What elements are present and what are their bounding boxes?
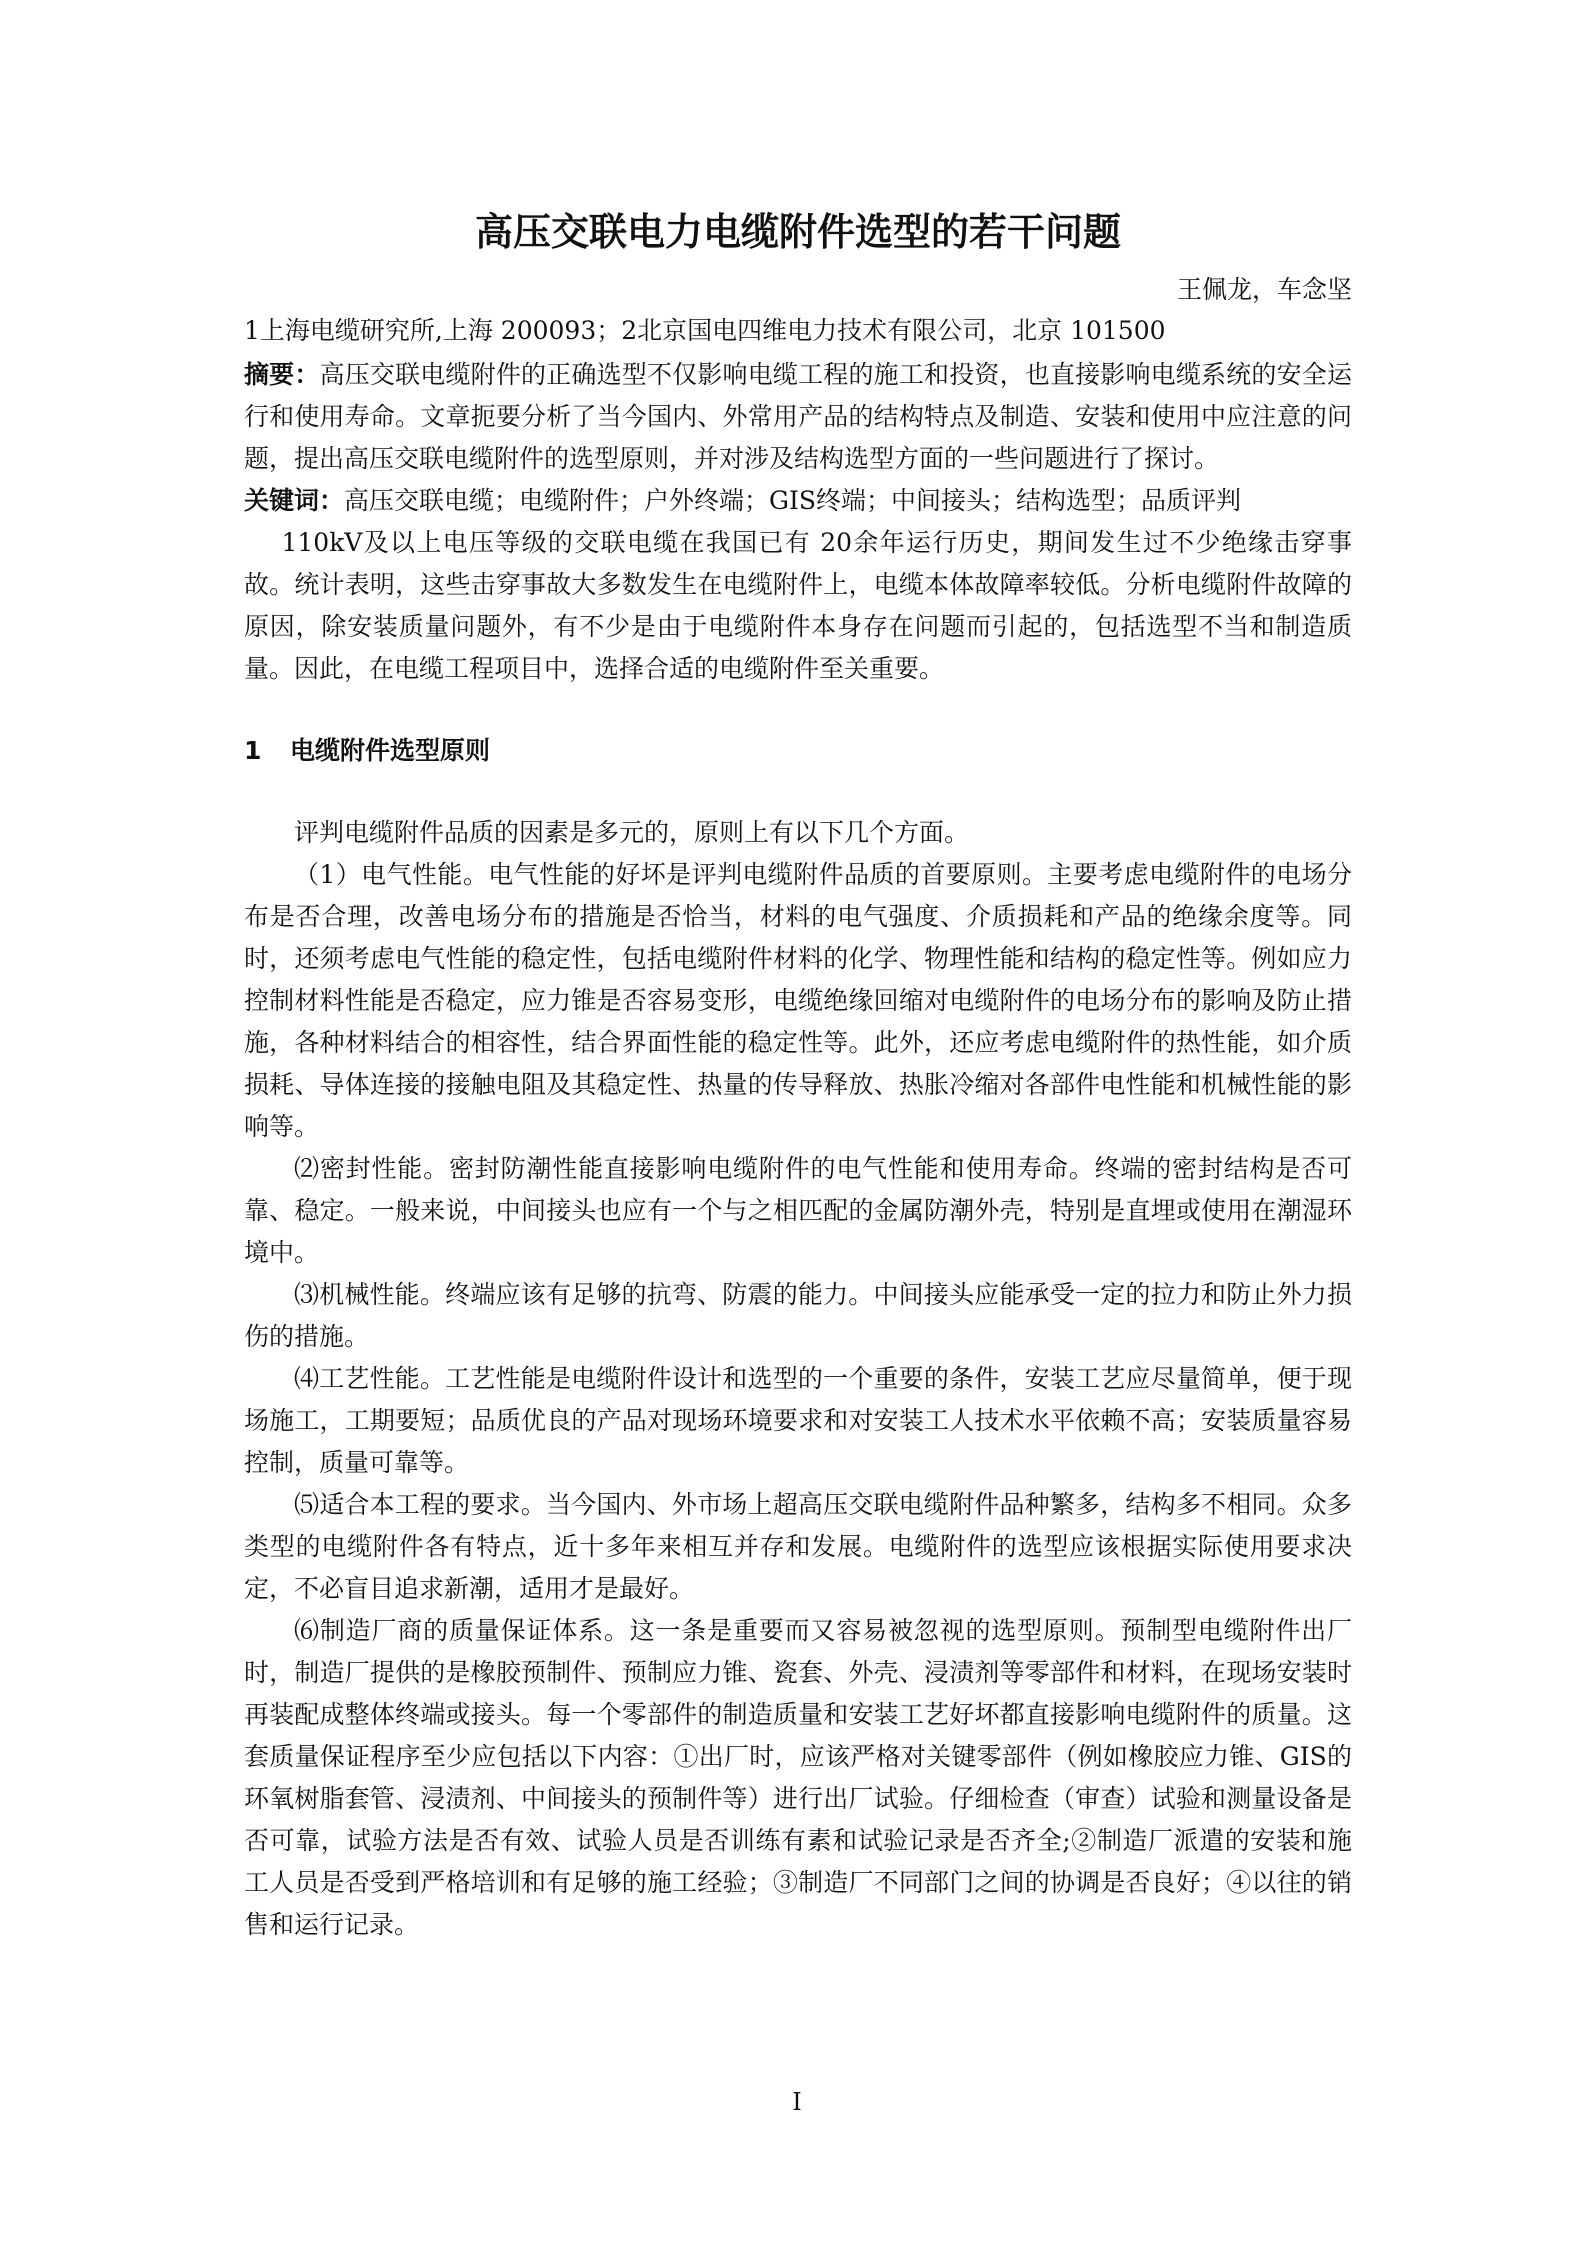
paper-authors: 王佩龙，车念坚 [1176, 275, 1352, 304]
page-number: I [792, 2088, 802, 2116]
keywords-label: 关键词： [244, 486, 345, 515]
body-paragraph: 评判电缆附件品质的因素是多元的，原则上有以下几个方面。 [294, 818, 970, 847]
intro-paragraph: 110kV及以上电压等级的交联电缆在我国已有 20余年运行历史，期间发生过不少绝缘击穿事故。统计表明，这些击穿事故大多数发生在电缆附件上，电缆本体故障率较低。分析电缆附件故障的原因，除安装质量问题外，有不少是由于电缆附件本身存在问题而引起的，包括选型不当和制造质量。因此，在电缆工程项目中，选择合适的电缆附件至关重要。 [244, 528, 1352, 683]
abstract-label: 摘要： [244, 360, 320, 389]
section-title: 电缆附件选型原则 [290, 736, 491, 765]
section-heading [244, 730, 1352, 772]
keywords [244, 480, 1352, 522]
keywords-text: 高压交联电缆；电缆附件；户外终端；GIS终端；中间接头；结构选型；品质评判 [344, 486, 1241, 515]
body-paragraph: ⑷工艺性能。工艺性能是电缆附件设计和选型的一个重要的条件，安装工艺应尽量简单，便于现场施工，工期要短；品质优良的产品对现场环境要求和对安装工人技术水平依赖不高；安装质量容易控制，质量可靠等。 [244, 1364, 1352, 1477]
body-paragraph: ⑵密封性能。密封防潮性能直接影响电缆附件的电气性能和使用寿命。终端的密封结构是否可靠、稳定。一般来说，中间接头也应有一个与之相匹配的金属防潮外壳，特别是直埋或使用在潮湿环境中。 [244, 1154, 1352, 1267]
body-paragraph: ⑸适合本工程的要求。当今国内、外市场上超高压交联电缆附件品种繁多，结构多不相同。众多类型的电缆附件各有特点，近十多年来相互并存和发展。电缆附件的选型应该根据实际使用要求决定，不必盲目追求新潮，适用才是最好。 [244, 1490, 1352, 1603]
section-number: 1 [244, 736, 262, 765]
paper-affiliation: 1上海电缆研究所,上海 200093；2北京国电四维电力技术有限公司，北京 101500 [244, 316, 1166, 345]
body-paragraph: ⑶机械性能。终端应该有足够的抗弯、防震的能力。中间接头应能承受一定的拉力和防止外力损伤的措施。 [244, 1280, 1352, 1351]
body-paragraph: （1）电气性能。电气性能的好坏是评判电缆附件品质的首要原则。主要考虑电缆附件的电场分布是否合理，改善电场分布的措施是否恰当，材料的电气强度、介质损耗和产品的绝缘余度等。同时，还须考虑电气性能的稳定性，包括电缆附件材料的化学、物理性能和结构的稳定性等。例如应力控制材料性能是否稳定，应力锥是否容易变形，电缆绝缘回缩对电缆附件的电场分布的影响及防止措施，各种材料结合的相容性，结合界面性能的稳定性等。此外，还应考虑电缆附件的热性能，如介质损耗、导体连接的接触电阻及其稳定性、热量的传导释放、热胀冷缩对各部件电性能和机械性能的影响等。 [244, 860, 1352, 1141]
abstract-text: 高压交联电缆附件的正确选型不仅影响电缆工程的施工和投资，也直接影响电缆系统的安全运行和使用寿命。文章扼要分析了当今国内、外常用产品的结构特点及制造、安装和使用中应注意的问题，提出高压交联电缆附件的选型原则，并对涉及结构选型方面的一些问题进行了探讨。 [244, 360, 1352, 473]
page-content [244, 180, 1352, 1946]
abstract [244, 354, 1352, 480]
body-paragraph: ⑹制造厂商的质量保证体系。这一条是重要而又容易被忽视的选型原则。预制型电缆附件出厂时，制造厂提供的是橡胶预制件、预制应力锥、瓷套、外壳、浸渍剂等零部件和材料，在现场安装时再装配成整体终端或接头。每一个零部件的制造质量和安装工艺好坏都直接影响电缆附件的质量。这套质量保证程序至少应包括以下内容：①出厂时，应该严格对关键零部件（例如橡胶应力锥、GIS的环氧树脂套管、浸渍剂、中间接头的预制件等）进行出厂试验。仔细检查（审查）试验和测量设备是否可靠，试验方法是否有效、试验人员是否训练有素和试验记录是否齐全;②制造厂派遣的安装和施工人员是否受到严格培训和有足够的施工经验；③制造厂不同部门之间的协调是否良好；④以往的销售和运行记录。 [244, 1616, 1352, 1939]
paper-title: 高压交联电力电缆附件选型的若干问题 [474, 210, 1121, 254]
